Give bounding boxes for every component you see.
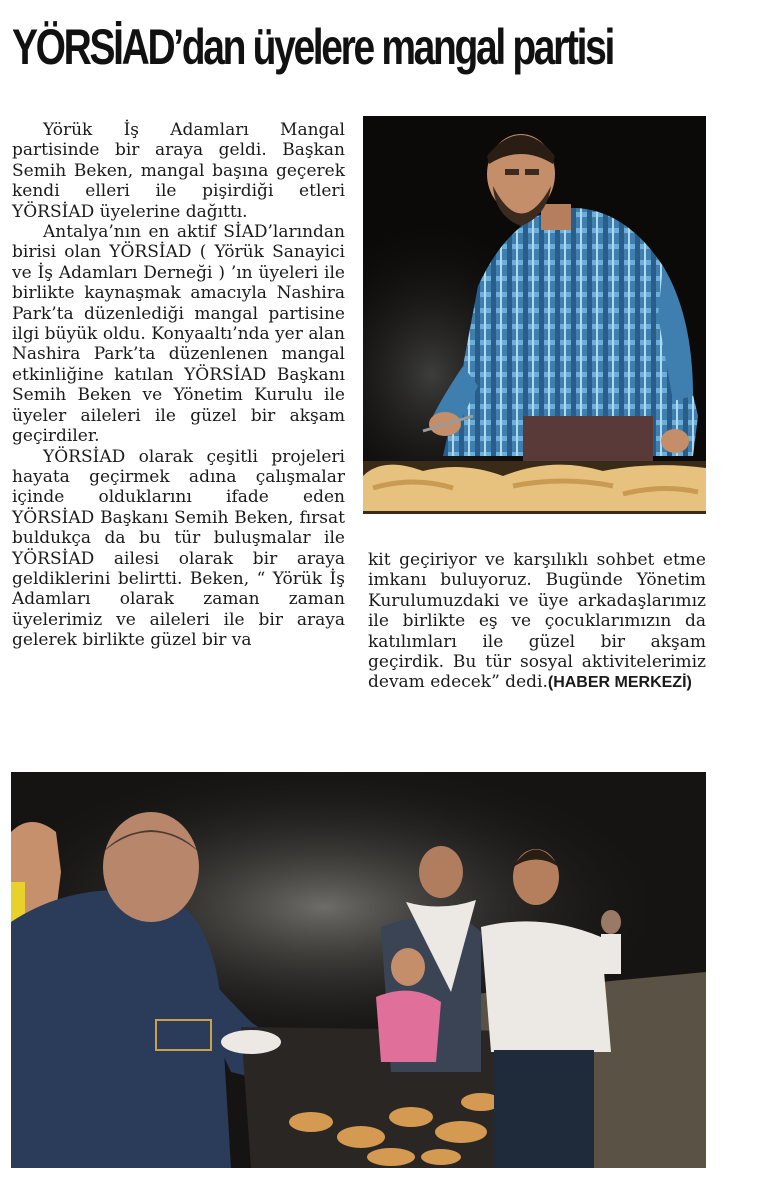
photo-president-grilling	[363, 116, 706, 514]
party-crowd-illustration	[11, 772, 706, 1168]
quote-end-text: kit geçiriyor ve karşılıklı sohbet etme imkanı buluyoruz. Bugünde Yönetim Kurulumuzdaki ve üye arkadaşlarımız ile birlikte eş ve çocuklarımızın da katılımları ile güzel bir akşam geçirdik. Bu tür sosyal aktivitelerimiz devam edecek” dedi.	[368, 550, 706, 693]
article-left-column	[12, 120, 345, 651]
paragraph-event: Antalya’nın en aktif SİAD’larından birisi olan YÖRSİAD ( Yörük Sanayici ve İş Adamları Derneği ) ’ın üyeleri ile birlikte kaynaşmak amacıyla Nashira Park’ta düzenlediği mangal partisine ilgi büyük oldu. Konyaaltı’nda yer alan Nashira Park’ta düzenlenen mangal etkinliğine katılan YÖRSİAD Başkanı Semih Beken ve Yönetim Kurulu ile üyeler aileleri ile güzel bir akşam geçirdiler.	[12, 222, 345, 447]
article-right-column	[368, 550, 706, 694]
paragraph-quote-continued	[368, 550, 706, 694]
headline: YÖRSİAD’dan üyelere mangal partisi	[12, 19, 613, 75]
paragraph-quote: YÖRSİAD olarak çeşitli projeleri hayata geçirmek adına çalışmalar içinde olduklarını ifade eden YÖRSİAD Başkanı Semih Beken, fırsat buldukça da bu tür buluşmalar ile YÖRSİAD ailesi olarak bir araya geldiklerini belirtti. Beken, “ Yörük İş Adamları olarak zaman zaman üyelerimiz ve aileleri ile bir araya gelerek birlikte güzel bir va	[12, 446, 345, 651]
news-credit: (HABER MERKEZİ)	[547, 674, 692, 692]
photo-mangal-party-crowd	[11, 772, 706, 1168]
paragraph-intro: Yörük İş Adamları Mangal partisinde bir araya geldi. Başkan Semih Beken, mangal başına geçerek kendi elleri ile pişirdiği etleri YÖRSİAD üyelerine dağıttı.	[12, 120, 345, 222]
grill-man-illustration	[363, 116, 706, 514]
